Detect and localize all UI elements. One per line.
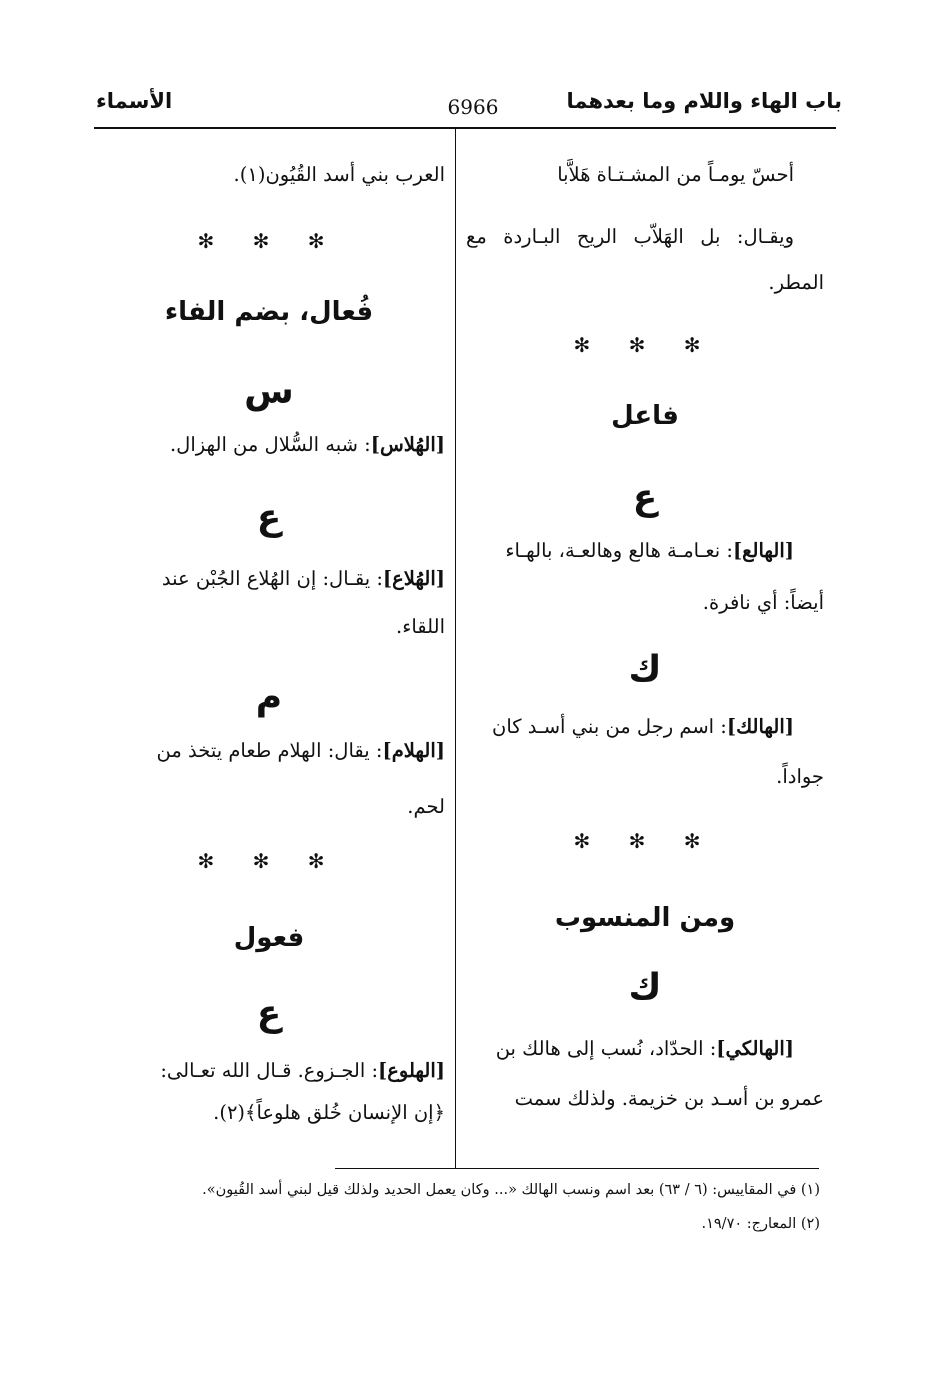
verse-line: أحسّ يومـاً من المشـتـاة هَلاَّبا (557, 163, 794, 186)
entry-keyword: [الهلام] (382, 739, 445, 762)
letter-heading: ك (628, 649, 662, 690)
entry-keyword: [الهالع] (732, 539, 794, 562)
quran-verse: ﴿إن الإنسان خُلق هلوعاً﴾(٢). (213, 1101, 445, 1124)
letter-heading: س (244, 371, 294, 412)
entry-keyword: [الهُلاع] (382, 567, 445, 590)
entry-text: : الحدّاد، نُسب إلى هالك بن (495, 1037, 717, 1060)
entry-keyword: [الهالكي] (716, 1037, 794, 1060)
entry-line (93, 430, 445, 460)
letter-heading: م (255, 677, 283, 718)
letter-heading: ك (628, 967, 662, 1008)
entry-line (93, 736, 445, 766)
entry-keyword: [الهُلاس] (370, 433, 445, 456)
entry-line (466, 1034, 794, 1064)
section-heading: ومن المنسوب (554, 903, 736, 933)
text-line: المطر. (768, 271, 824, 294)
header-rule (94, 127, 836, 129)
section-separator: ✻ ✻ ✻ (573, 829, 717, 853)
text-line: العرب بني أسد القُيُون(١). (233, 163, 445, 186)
text-line: جواداً. (776, 765, 824, 788)
entry-text: : يقـال: إن الهُلاع الجُبْن عند (161, 567, 383, 590)
letter-heading: ع (256, 993, 282, 1034)
letter-heading: ع (632, 477, 658, 518)
section-separator: ✻ ✻ ✻ (197, 229, 341, 253)
section-heading: فُعال، بضم الفاء (164, 297, 374, 327)
section-separator: ✻ ✻ ✻ (573, 333, 717, 357)
chapter-title: باب الهاء واللام وما بعدهما (566, 89, 842, 113)
entry-keyword: [الهالك] (726, 715, 794, 738)
right-column (466, 140, 824, 1160)
entry-text: : نعـامـة هالع وهالعـة، بالهـاء (505, 539, 733, 562)
section-separator: ✻ ✻ ✻ (197, 849, 341, 873)
text-line: اللقاء. (396, 615, 445, 638)
footnote-rule (335, 1168, 819, 1169)
text-line: عمرو بن أسـد بن خزيمة. ولذلك سمت (514, 1087, 824, 1110)
entry-line (466, 536, 794, 566)
column-divider (455, 128, 456, 1168)
left-column (93, 140, 445, 1160)
entry-text: : يقال: الهلام طعام يتخذ من (156, 739, 383, 762)
footnote-2: (٢) المعارج: ١٩/٧٠. (701, 1216, 820, 1232)
entry-line (466, 712, 794, 742)
text-line: ويقـال: بل الهَلاّب الريح البـاردة مع (466, 225, 794, 248)
section-heading: فعول (233, 923, 305, 953)
section-title: الأسماء (96, 89, 173, 113)
page-number: 6966 (447, 95, 499, 119)
entry-text: : شبه السُّلال من الهزال. (169, 433, 371, 456)
entry-line (93, 1056, 445, 1086)
entry-text: : الجـزوع. قـال الله تعـالى: (160, 1059, 379, 1082)
section-heading: فاعل (611, 401, 679, 431)
entry-line (93, 564, 445, 594)
footnote-1: (١) في المقاييس: (٦ / ٦٣) بعد اسم ونسب الهالك «... وكان يعمل الحديد ولذلك قيل لبني أسد القُيون». (202, 1182, 820, 1198)
text-line: لحم. (407, 795, 445, 818)
entry-keyword: [الهلوع] (378, 1059, 445, 1082)
entry-text: : اسم رجل من بني أسـد كان (492, 715, 727, 738)
letter-heading: ع (256, 497, 282, 538)
text-line: أيضاً: أي نافرة. (702, 591, 824, 614)
